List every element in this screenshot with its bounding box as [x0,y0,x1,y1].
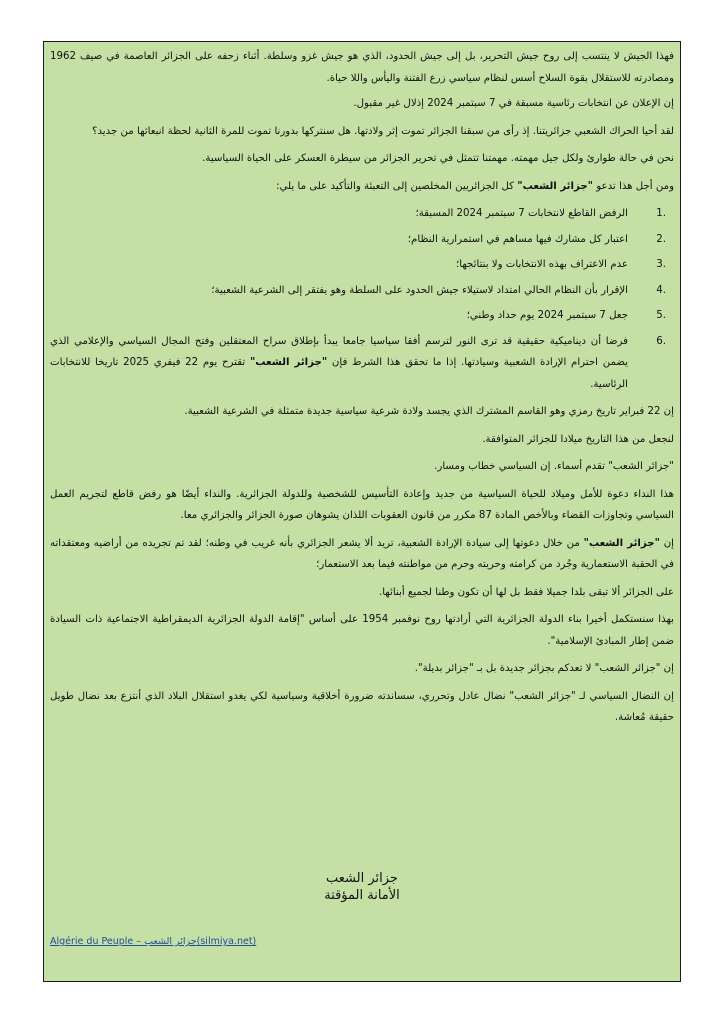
paragraph-hirak: لقد أحيا الحراك الشعبي جزائريتنا. إذ رأى من سبقنا الجزائر تموت إثر ولادتها. هل سنتركها بدورنا تموت للمرة الثانية لحظة انبعاثها من جديد؟ [92,125,674,137]
list-item: 3. عدم الاعتراف بهذه الانتخابات ولا بنتائجها؛ [456,259,666,270]
paragraph-homeland: على الجزائر ألا تبقى بلدا جميلا فقط بل لها أن تكون وطنا لجميع أبنائها. [378,586,674,598]
signature-name: جزائر الشعب [326,871,398,886]
paragraph-names: "جزائر الشعب" تقدم أسماء. إن السياسي خطاب ومسار. [434,461,674,472]
paragraph-feb22: إن 22 فبراير تاريخ رمزي وهو القاسم المشترك الذي يجسد ولادة شرعية سياسية جديدة متمثلة في الشرعية الشعبية. [184,406,674,417]
movement-name: "جزائر الشعب" [249,357,328,368]
paragraph-sovereignty: إن "جزائر الشعب" من خلال دعوتها إلى سيادة الإرادة الشعبية، تريد ألا يشعر الجزائري بأنه غريب في وطنه؛ لقد تم تجريده من أراضيه ومعتقداته في الحقبة الاستعمارية وجُرد من كرامته وحريته وحرم من مواطنته فيما بعد الاستعمار؛ [50,537,675,570]
signature-title: الأمانة المؤقتة [324,888,400,903]
paragraph-call: ومن أجل هذا تدعو "جزائر الشعب" كل الجزائريين المخلصين إلى التعبئة والتأكيد على ما يلي: [276,180,674,192]
source-link[interactable]: Algérie du Peuple – جزائر الشعب(silmiya.net) [50,936,257,947]
paragraph-emergency: نحن في حالة طوارئ ولكل جيل مهمته. مهمتنا تتمثل في تحرير الجزائر من سيطرة العسكر على الحياة السياسية. [202,153,674,164]
list-item: 1. الرفض القاطع لانتخابات 7 سبتمبر 2024 المسبقة؛ [415,208,666,219]
list-item: 2. اعتبار كل مشارك فيها مساهم في استمرارية النظام؛ [407,233,666,245]
signature-block [44,870,680,904]
paragraph-alternative: إن "جزائر الشعب" لا تعدكم بجزائر جديدة بل بـ "جزائر بديلة". [414,663,674,674]
demands-list [50,203,674,395]
list-item: 4. الإقرار بأن النظام الحالي امتداد لاستيلاء جيش الحدود على السلطة وهو يفتقر إلى الشرعية الشعبية؛ [211,284,666,296]
paragraph-elections: إن الإعلان عن انتخابات رئاسية مسبقة في 7 سبتمبر 2024 إذلال غير مقبول. [353,98,674,109]
movement-name: "جزائر الشعب" [583,537,660,549]
paragraph-birth: لنجعل من هذا التاريخ ميلادا للجزائر المتوافقة. [482,433,674,445]
statement-body [50,46,674,735]
movement-name: "جزائر الشعب" [517,180,593,192]
paragraph-struggle: إن النضال السياسي لـ "جزائر الشعب" نضال عادل وتحرري، سساندته ضرورة أخلاقية وسياسية لكي يغدو استقلال البلاد الذي أنتزع بعد نضال طويل حقيقة مُعاشة. [50,690,674,723]
paragraph-november: بهذا سنستكمل أخيرا بناء الدولة الجزائرية التي أرادتها روح نوفمبر 1954 على أساس "إقامة الدولة الجزائرية الديمقراطية الاجتماعية ذات السيادة ضمن إطار المبادئ الإسلامية". [50,614,675,647]
paragraph-hope: هذا النداء دعوة للأمل وميلاد للحياة السياسية من جديد وإعادة التأسيس للشخصية وللدولة الجزائرية. والنداء أيضًا هو رفض قاطع لتجريم العمل السياسي وتجاوزات القضاء وبالأخص المادة 87 مكرر من قانون العقوبات اللذان يشوهان صورة الجزائر والجزائري معا. [50,488,674,521]
list-item: 5. جعل 7 سبتمبر 2024 يوم حداد وطني؛ [466,310,666,321]
document-page [43,41,681,982]
paragraph-army: فهذا الجيش لا ينتسب إلى روح جيش التحرير، بل إلى جيش الحدود، الذي هو جيش غزو وسلطة. أثناء زحفه على الجزائر العاصمة في صيف 1962 ومصادرته للاستقلال بقوة السلاح أسس لنظام سياسي زرع الفتنة واليأس واللا حياة. [50,51,674,84]
list-item: 6. فرضا أن ديناميكية حقيقية قد ترى النور لترسم أفقا سياسيا جامعا يبدأ بإطلاق سراح المعتقلين وفتح المجال السياسي والإعلامي الذي يضمن احترام الإرادة الشعبية وسيادتها. إذا ما تحقق هذا الشرط فإن "جزائر الشعب" تقترح يوم 22 فيفري 2025 تاريخا للانتخابات الرئاسية. [50,335,666,390]
